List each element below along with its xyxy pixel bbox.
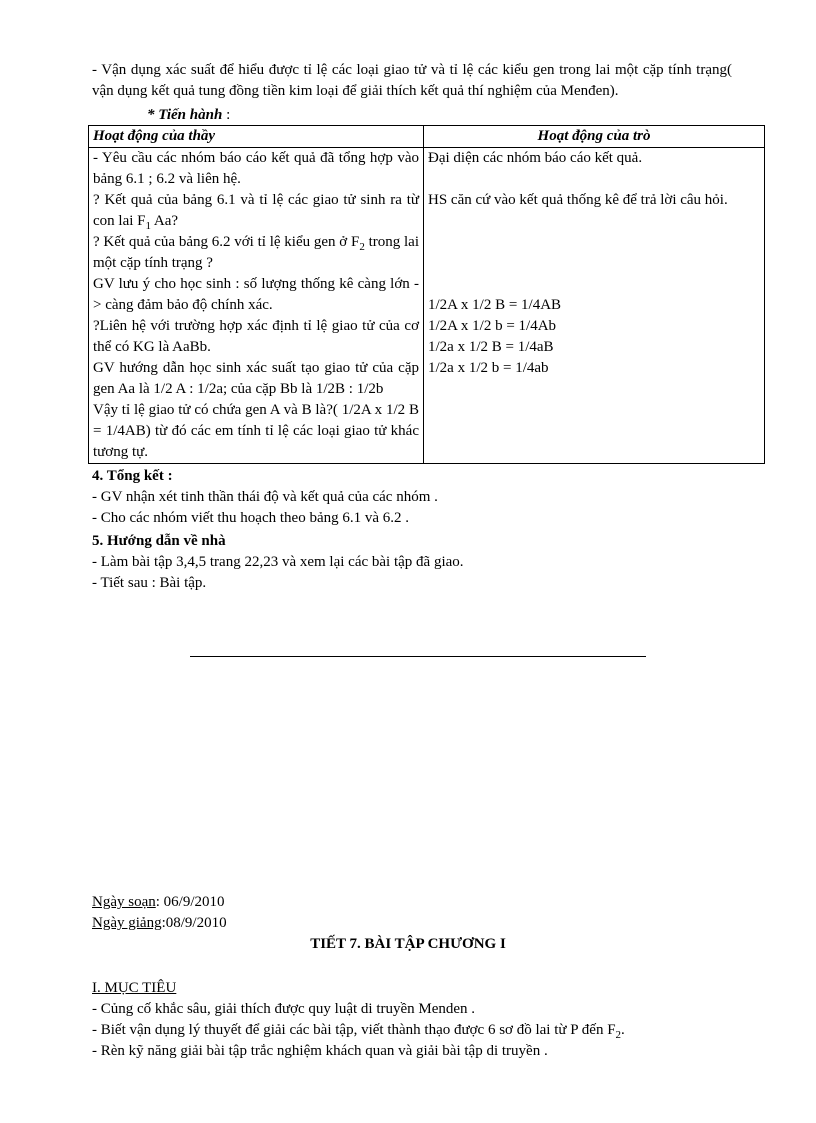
student-item: HS căn cứ vào kết quả thống kê để trả lời câu hỏi. <box>428 192 728 208</box>
huong-dan-heading: 5. Hướng dẫn về nhà <box>92 533 226 549</box>
muc-tieu-item: - Rèn kỹ năng giải bài tập trắc nghiệm khách quan và giải bài tập di truyền . <box>92 1043 548 1059</box>
table-row <box>89 148 765 464</box>
student-item: 1/2a x 1/2 B = 1/4aB <box>428 339 554 355</box>
muc-tieu-section <box>92 978 732 1062</box>
muc-tieu-heading: I. MỤC TIÊU <box>92 980 177 996</box>
header-teacher: Hoạt động của thầy <box>89 126 424 148</box>
student-item: 1/2a x 1/2 b = 1/4ab <box>428 360 549 376</box>
activity-table <box>88 125 765 464</box>
ngay-soan-value: : 06/9/2010 <box>155 894 225 910</box>
tong-ket-item: - Cho các nhóm viết thu hoạch theo bảng 6.1 và 6.2 . <box>92 510 410 526</box>
huong-dan-item: - Tiết sau : Bài tập. <box>92 575 207 591</box>
ngay-giang-value: :08/9/2010 <box>161 915 227 931</box>
date-block <box>92 892 227 934</box>
tien-hanh-star: * <box>147 107 159 123</box>
ngay-giang-label: Ngày giảng <box>92 915 162 931</box>
teacher-activities <box>89 148 424 464</box>
teacher-item: - Yêu cầu các nhóm báo cáo kết quả đã tổng hợp vào bảng 6.1 ; 6.2 và liên hệ. <box>93 150 419 187</box>
student-activities <box>424 148 765 464</box>
ngay-soan <box>92 892 227 913</box>
tien-hanh-heading <box>92 105 732 125</box>
tong-ket-heading: 4. Tổng kết : <box>92 468 173 484</box>
student-item: 1/2A x 1/2 b = 1/4Ab <box>428 318 557 334</box>
teacher-item: Vậy tỉ lệ giao tử có chứa gen A và B là?( 1/2A x 1/2 B = 1/4AB) từ đó các em tính tỉ lệ các loại giao tử khác tương tự. <box>93 402 419 460</box>
tien-hanh-label: Tiến hành <box>158 107 223 123</box>
teacher-item: ?Liên hệ với trường hợp xác định tỉ lệ giao tử của cơ thể có KG là AaBb. <box>93 318 419 355</box>
intro-paragraph: - Vận dụng xác suất để hiểu được tỉ lệ các loại giao tử và tỉ lệ các kiểu gen trong lai một cặp tính trạng( vận dụng kết quả tung đồng tiền kim loại để giải thích kết quả thí nghiệm của Menđen). <box>92 62 732 99</box>
teacher-item: GV hướng dẫn học sinh xác suất tạo giao tử của cặp gen Aa là 1/2 A : 1/2a; của cặp Bb là 1/2B : 1/2b <box>93 360 419 397</box>
ngay-giang <box>92 913 227 934</box>
muc-tieu-item: - Biết vận dụng lý thuyết để giải các bài tập, viết thành thạo được 6 sơ đồ lai từ P đến $F_2$. <box>92 1022 625 1041</box>
muc-tieu-item: - Củng cố khắc sâu, giải thích được quy luật di truyền Menden . <box>92 1001 476 1017</box>
header-student: Hoạt động của trò <box>424 126 765 148</box>
teacher-item: ? Kết quả của bảng 6.1 và tỉ lệ các giao tử sinh ra từ con lai $F_1$ Aa? <box>93 192 419 232</box>
tien-hanh-colon: : <box>222 107 231 123</box>
tong-ket-item: - GV nhận xét tinh thần thái độ và kết quả của các nhóm . <box>92 489 438 505</box>
page-content <box>92 60 732 594</box>
ngay-soan-label: Ngày soạn <box>92 894 156 910</box>
table-header-row <box>89 126 765 148</box>
huong-dan-item: - Làm bài tập 3,4,5 trang 22,23 và xem lại các bài tập đã giao. <box>92 554 464 570</box>
student-item: Đại diện các nhóm báo cáo kết quả. <box>428 150 643 166</box>
lesson-title: TIẾT 7. BÀI TẬP CHƯƠNG I <box>310 936 506 952</box>
student-item: 1/2A x 1/2 B = 1/4AB <box>428 297 562 313</box>
teacher-item: GV lưu ý cho học sinh : số lượng thống kê càng lớn -> càng đảm bảo độ chính xác. <box>93 276 419 313</box>
section-divider <box>190 656 646 657</box>
teacher-item: ? Kết quả của bảng 6.2 với tỉ lệ kiểu gen ở $F_2$ trong lai một cặp tính trạng ? <box>93 234 420 271</box>
